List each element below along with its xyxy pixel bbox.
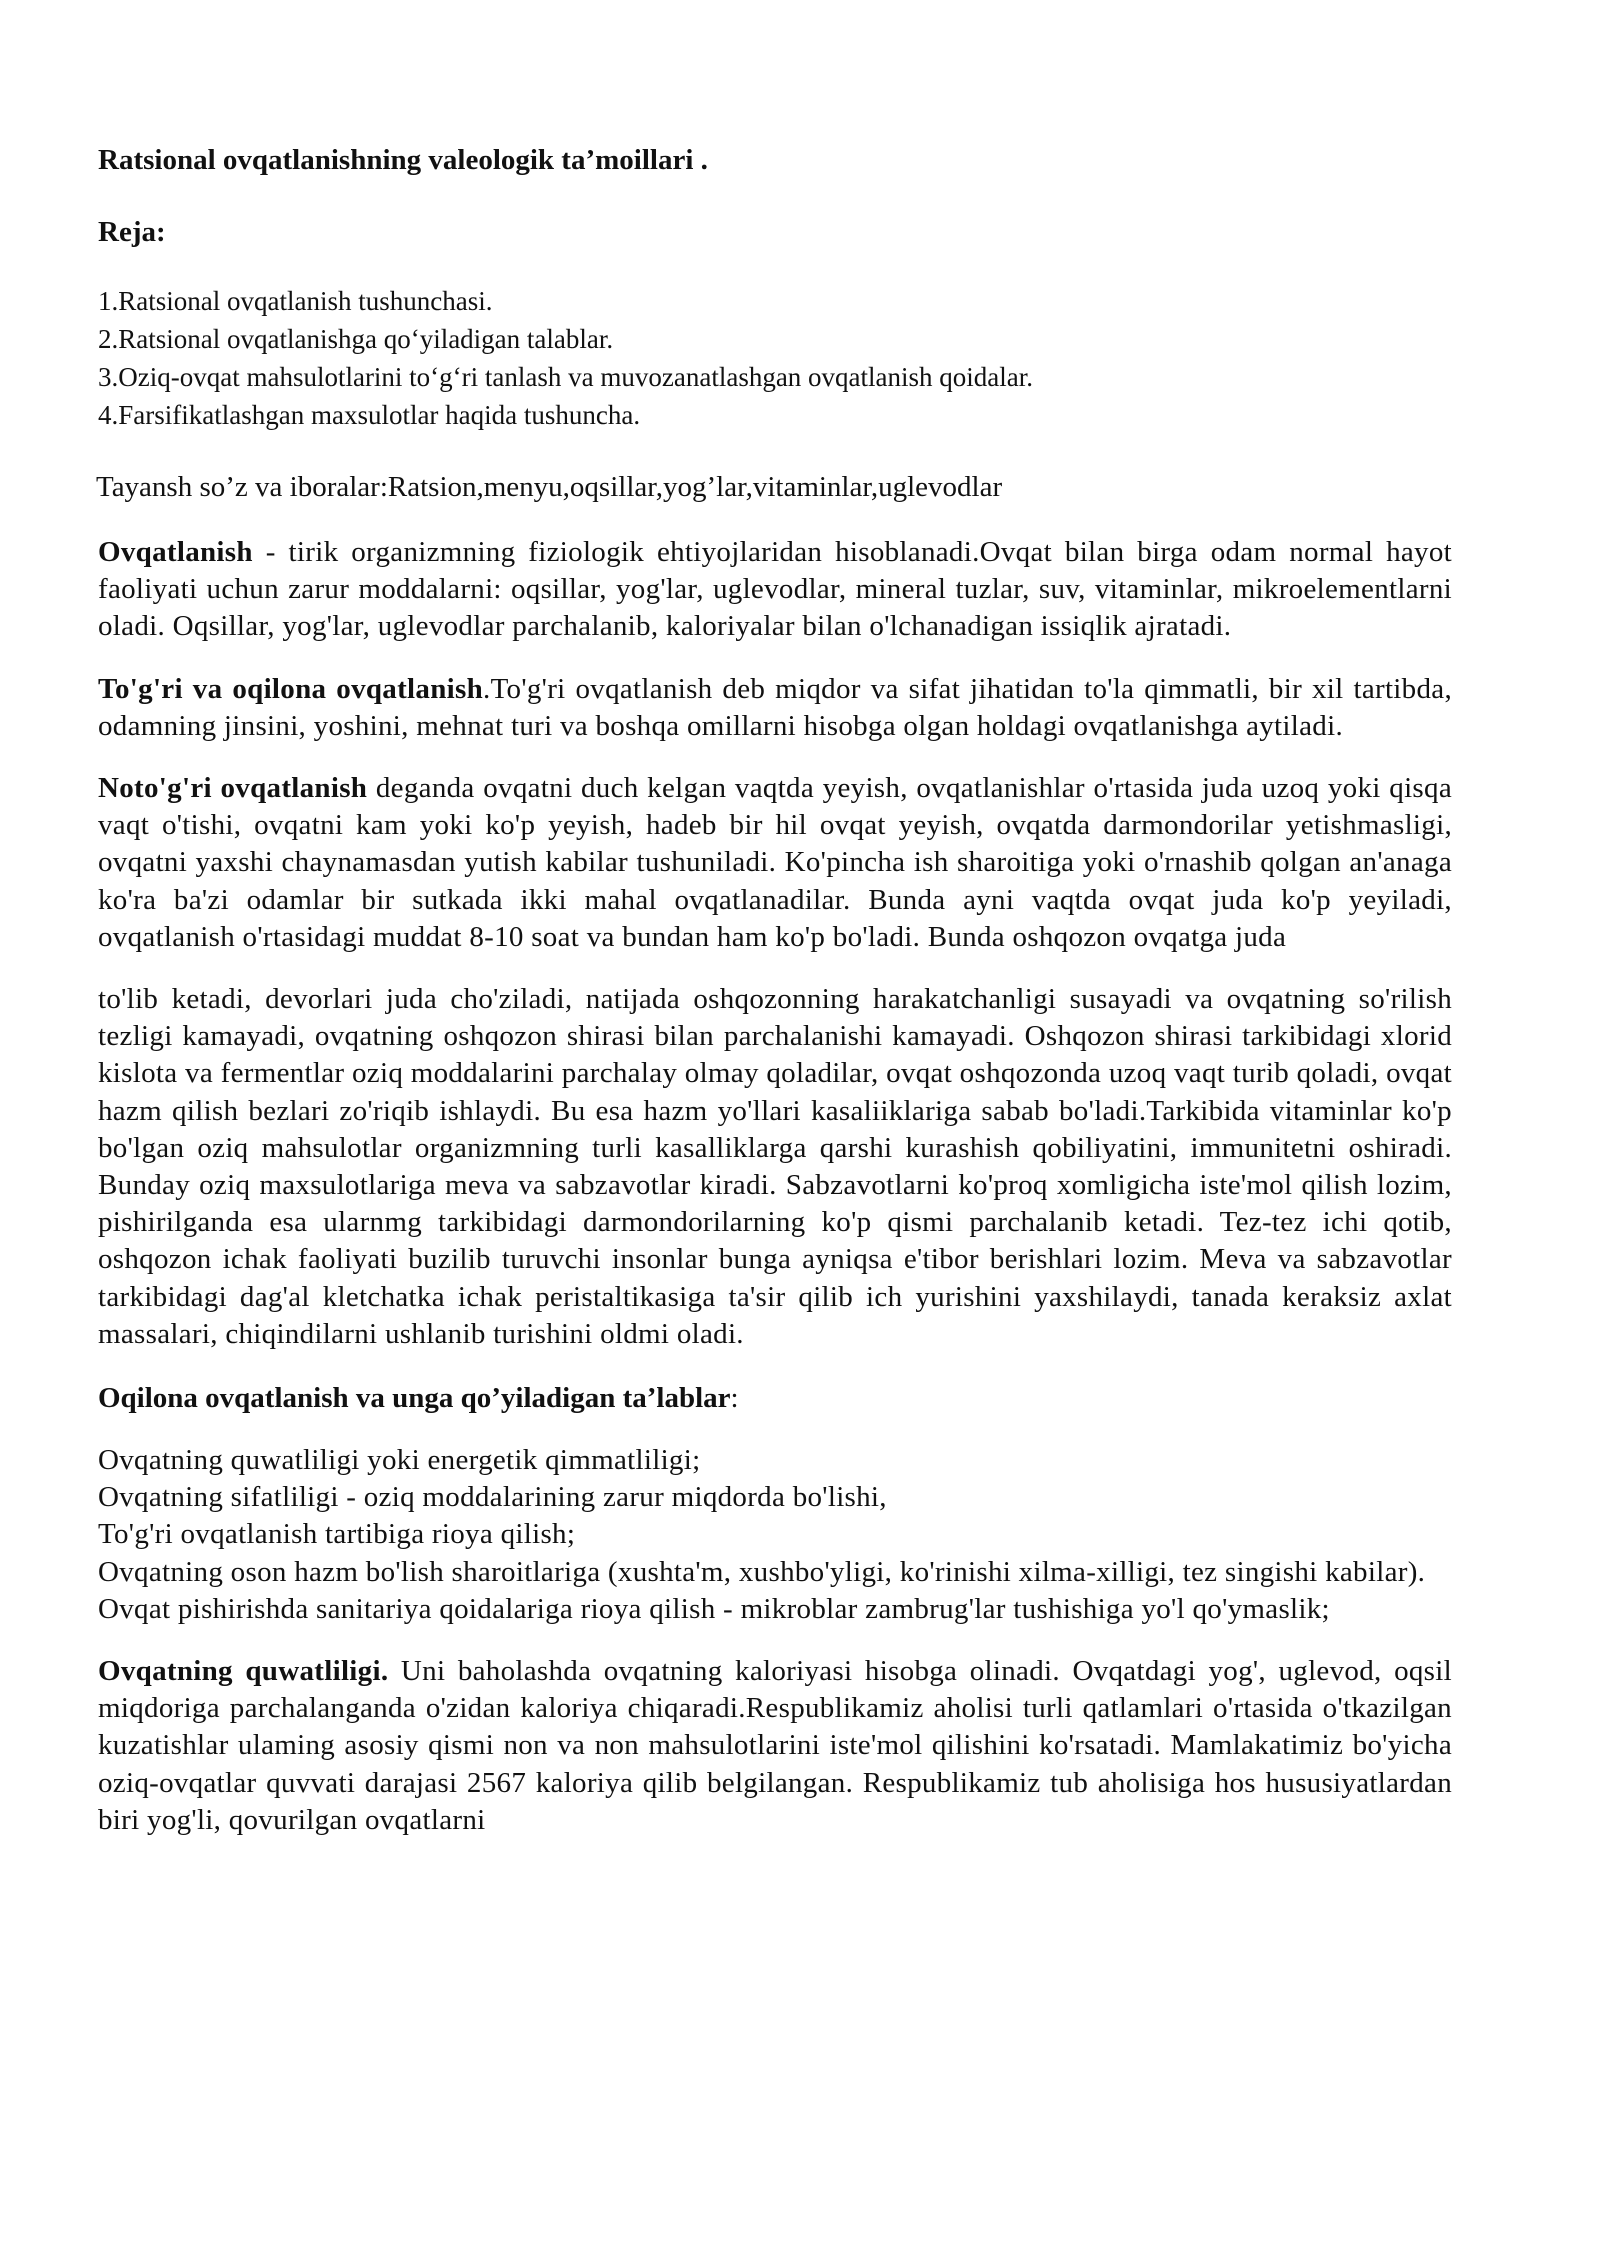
plan-heading: Reja: (98, 216, 166, 248)
paragraph-text: .To'g'ri ovqatlanish deb miqdor va sifat jihatidan to'la qimmatli, bir xil tartibda, odamning jinsini, yoshini, mehnat turi va boshqa omillarni hisobga olgan holdagi ovqatlanishga aytiladi. (98, 672, 1452, 742)
requirement-item: Ovqat pishirishda sanitariya qoidalariga rioya qilish - mikroblar zambrug'lar tushishiga yo'l qo'ymaslik; (98, 1592, 1330, 1625)
heading-bold: Oqilona ovqatlanish va unga qo’yiladigan ta’lablar (98, 1382, 731, 1415)
requirements-heading (98, 1378, 1452, 1418)
term-bold: To'g'ri va oqilona ovqatlanish (98, 672, 484, 705)
requirements-list (98, 1442, 1452, 1628)
requirement-item: To'g'ri ovqatlanish tartibiga rioya qilish; (98, 1518, 576, 1551)
term-bold: Ovqatlanish (98, 536, 253, 568)
paragraph-ovqatlanish (98, 534, 1452, 646)
requirement-item: Ovqatning oson hazm bo'lish sharoitlariga (xushta'm, xushbo'yligi, ko'rinishi xilma-xilligi, tez singishi kabilar). (98, 1555, 1426, 1588)
requirement-item: Ovqatning sifatliligi - oziq moddalarining zarur miqdorda bo'lishi, (98, 1481, 887, 1514)
document-body (98, 138, 1452, 1864)
term-bold: Ovqatning quwatliligi. (98, 1655, 389, 1688)
plan-item: 2.Ratsional ovqatlanishga qo‘yiladigan talablar. (98, 324, 614, 354)
heading-colon: : (730, 1382, 739, 1415)
paragraph-notogri-ovqatlanish (98, 770, 1452, 956)
paragraph-oshqozon: to'lib ketadi, devorlari juda cho'ziladi, natijada oshqozonning harakatchanligi susayadi va ovqatning so'rilish tezligi kamayadi, ovqatning oshqozon shirasi bilan parchalanishi kamayadi. Oshqozon shirasi tarkibidagi xlorid kislota va fermentlar oziq moddalarini parchalay olmay qoladilar, ovqat oshqozonda uzoq vaqt turib qoladi, ovqat hazm qilish bezlari zo'riqib ishlaydi. Bu esa hazm yo'llari kasaliiklariga sabab bo'ladi.Tarkibida vitaminlar ko'p bo'lgan oziq mahsulotlar organizmning turli kasalliklarga qarshi kurashish qobiliyatini, immunitetni oshiradi. Bunday oziq maxsulotlariga meva va sabzavotlar kiradi. Sabzavotlarni ko'proq xomligicha iste'mol qilish lozim, pishirilganda esa ularnmg tarkibidagi darmondorilarning ko'p qismi parchalanib ketadi. Tez-tez ichi qotib, oshqozon ichak faoliyati buzilib turuvchi insonlar bunga ayniqsa e'tibor berishlari lozim. Meva va sabzavotlar tarkibidagi dag'al kletchatka ichak peristaltikasiga ta'sir qilib ich yurishini yaxshilaydi, tanada keraksiz axlat massalari, chiqindilarni ushlanib turishini oldmi oladi. (98, 983, 1452, 1350)
paragraph-text: Uni baholashda ovqatning kaloriyasi hisobga olinadi. Ovqatdagi yog', uglevod, oqsil miqdoriga parchalanganda o'zidan kaloriya chiqaradi.Respublikamiz aholisi turli qatlamlari o'rtasida o'tkazilgan kuzatishlar ulaming asosiy qismi non va non mahsulotlarini iste'mol qilishini ko'rsatadi. Mamlakatimiz bo'yicha oziq-ovqatlar quvvati darajasi 2567 kaloriya qilib belgilangan. Respublikamiz tub aholisiga hos hususiyatlardan biri yog'li, qovurilgan ovqatlarni (98, 1655, 1452, 1836)
keywords-line: Tayansh so’z va iboralar:Ratsion,menyu,oqsillar,yog’lar,vitaminlar,uglevodlar (96, 471, 1003, 503)
term-bold: Noto'g'ri ovqatlanish (98, 772, 368, 805)
plan-item: 1.Ratsional ovqatlanish tushunchasi. (98, 286, 493, 316)
plan-list (98, 282, 1452, 434)
paragraph-quwatliligi (98, 1653, 1452, 1839)
document-title: Ratsional ovqatlanishning valeologik ta’moillari . (98, 144, 708, 176)
plan-item: 4.Farsifikatlashgan maxsulotlar haqida tushuncha. (98, 400, 641, 430)
requirement-item: Ovqatning quwatliligi yoki energetik qimmatliligi; (98, 1444, 701, 1477)
plan-item: 3.Oziq-ovqat mahsulotlarini to‘g‘ri tanlash va muvozanatlashgan ovqatlanish qoidalar. (98, 362, 1034, 392)
paragraph-text: deganda ovqatni duch kelgan vaqtda yeyish, ovqatlanishlar o'rtasida juda uzoq yoki qisqa vaqt o'tishi, ovqatni kam yoki ko'p yeyish, hadeb bir hil ovqat yeyish, ovqatda darmondorilar yetishmasligi, ovqatni yaxshi chaynamasdan yutish kabilar tushuniladi. Ko'pincha ish sharoitiga yoki o'rnashib qolgan an'anaga ko'ra ba'zi odamlar bir sutkada ikki mahal ovqatlanadilar. Bunda ayni vaqtda ovqat juda ko'p yeyiladi, ovqatlanish o'rtasidagi muddat 8-10 soat va bundan ham ko'p bo'ladi. Bunda oshqozon ovqatga juda (98, 772, 1452, 953)
paragraph-text: - tirik organizmning fiziologik ehtiyojlaridan hisoblanadi.Ovqat bilan birga odam normal hayot faoliyati uchun zarur moddalarni: oqsillar, yog'lar, uglevodlar, mineral tuzlar, suv, vitaminlar, mikroelementlarni oladi. Oqsillar, yog'lar, uglevodlar parchalanib, kaloriyalar bilan o'lchanadigan issiqlik ajratadi. (98, 536, 1452, 643)
paragraph-togri-ovqatlanish (98, 671, 1452, 745)
